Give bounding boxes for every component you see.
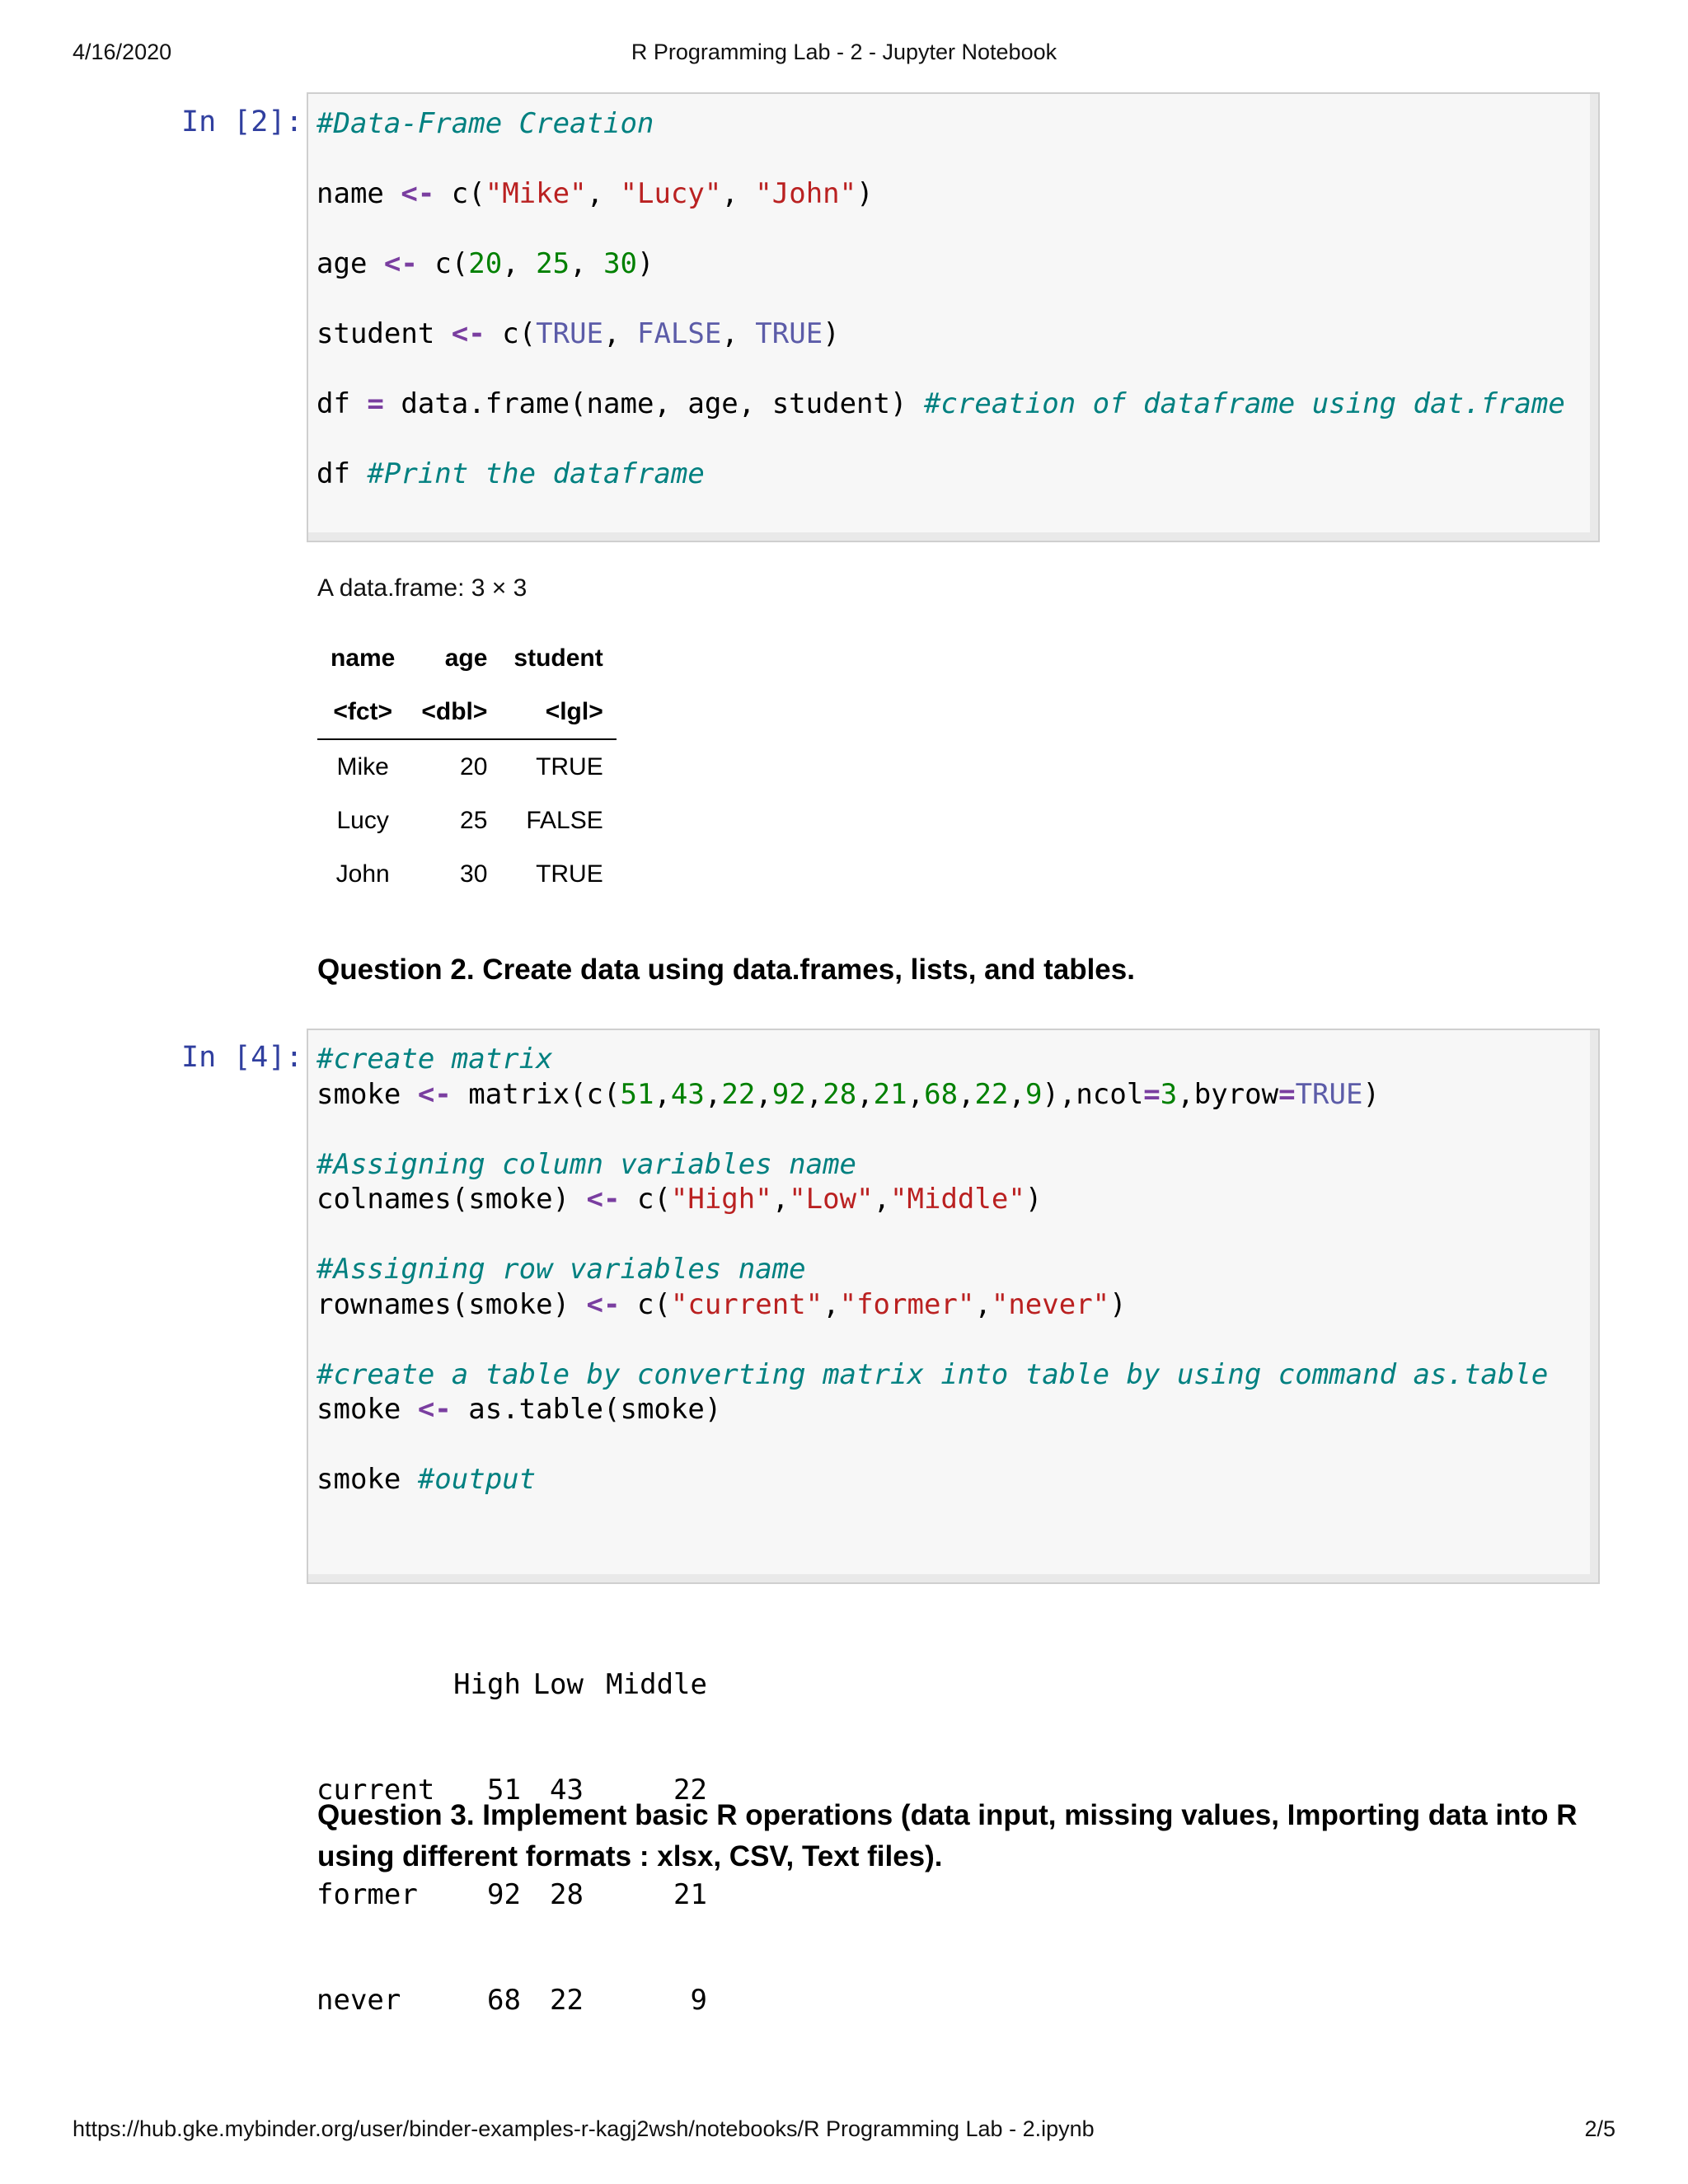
- code-token: data.frame(name, age, student): [383, 387, 924, 420]
- table-cell: TRUE: [536, 752, 603, 780]
- code-line: [316, 246, 1565, 282]
- code-token: "Lucy": [620, 177, 722, 210]
- dataframe-table: [317, 631, 617, 901]
- output-cell: 21: [673, 1878, 707, 1911]
- output-row-name: current: [316, 1773, 435, 1807]
- code-token: ,: [586, 177, 621, 210]
- code-token: ,: [873, 1183, 891, 1216]
- code-token: #Assigning row variables name: [316, 1253, 806, 1286]
- code-token: "Middle": [890, 1183, 1025, 1216]
- table-cell: TRUE: [536, 860, 603, 888]
- output-cell: 68: [487, 1983, 521, 2017]
- code-token: "never": [991, 1287, 1110, 1321]
- output-column-header: Low: [532, 1668, 584, 1701]
- print-date: 4/16/2020: [73, 40, 172, 64]
- table-cell: FALSE: [526, 806, 603, 834]
- code-token: ): [1025, 1183, 1043, 1216]
- code-token: matrix(c(: [451, 1077, 621, 1111]
- question-2-heading: Question 2. Create data using data.frames, lists, and tables.: [317, 954, 1135, 986]
- code-token: ,: [907, 1077, 925, 1111]
- cell-1-code[interactable]: [316, 106, 1565, 492]
- table-row: [317, 847, 617, 901]
- output-cell: 92: [487, 1878, 521, 1911]
- code-token: ,: [603, 317, 637, 350]
- code-line: [316, 1392, 1548, 1427]
- table-type-row: [317, 685, 617, 739]
- code-token: "John": [755, 177, 857, 210]
- code-token: ,: [1008, 1077, 1025, 1111]
- code-line: [316, 1077, 1548, 1113]
- code-token: "Mike": [485, 177, 587, 210]
- code-token: c(: [620, 1183, 671, 1216]
- code-token: #creation of dataframe using dat.frame: [923, 387, 1565, 420]
- cell-1-prompt: In [2]:: [181, 105, 303, 138]
- output-column-header: High: [453, 1668, 521, 1701]
- code-line: [316, 352, 1565, 387]
- table-cell: 25: [460, 806, 488, 834]
- table-row: [317, 739, 617, 794]
- code-token: ,: [974, 1287, 992, 1321]
- code-token: ,: [771, 1183, 790, 1216]
- table-header-row: [317, 631, 617, 685]
- column-type: <dbl>: [408, 685, 500, 739]
- code-token: #Print the dataframe: [367, 457, 705, 490]
- column-header: student: [513, 644, 603, 672]
- output-cell: 22: [550, 1983, 584, 2017]
- output-row: [316, 1983, 707, 2018]
- dataframe-caption: A data.frame: 3 × 3: [317, 574, 528, 602]
- code-line: [316, 457, 1565, 492]
- output-column-header: Middle: [606, 1668, 707, 1701]
- page-number: 2/5: [1584, 2116, 1615, 2141]
- code-token: ,: [502, 247, 537, 280]
- code-token: 22: [721, 1077, 756, 1111]
- code-token: <-: [417, 1077, 452, 1111]
- code-token: ,: [856, 1077, 874, 1111]
- output-cell: 28: [550, 1878, 584, 1911]
- code-token: "current": [670, 1287, 823, 1321]
- code-token: ,: [958, 1077, 975, 1111]
- column-type: <fct>: [317, 685, 408, 739]
- output-cell: 9: [690, 1983, 707, 2017]
- code-line: [316, 1287, 1548, 1323]
- column-header: age: [444, 644, 488, 672]
- table-row: [317, 794, 617, 847]
- code-token: 22: [974, 1077, 1009, 1111]
- code-token: #create a table by converting matrix into table by using command as.table: [316, 1357, 1549, 1391]
- code-token: c(: [620, 1287, 671, 1321]
- code-token: 68: [924, 1077, 959, 1111]
- question-3-heading: Question 3. Implement basic R operations (data input, missing values, Importing data into R using different formats : xlsx, CSV, Text files).: [317, 1799, 1578, 1872]
- code-token: <-: [586, 1183, 621, 1216]
- code-token: #Assigning column variables name: [316, 1147, 857, 1181]
- code-line: [316, 1147, 1548, 1183]
- code-token: #Data-Frame Creation: [316, 107, 654, 140]
- code-token: as.table(smoke): [451, 1393, 722, 1426]
- code-line: [316, 316, 1565, 352]
- table-cell: Lucy: [336, 806, 389, 834]
- table-cell: 30: [460, 860, 488, 888]
- code-token: ,: [721, 177, 756, 210]
- code-token: 3: [1160, 1077, 1178, 1111]
- code-token: #output: [417, 1463, 537, 1496]
- code-token: ,: [805, 1077, 823, 1111]
- code-token: colnames(smoke): [316, 1183, 587, 1216]
- code-token: ),ncol: [1042, 1077, 1144, 1111]
- output-cell: 43: [550, 1773, 584, 1807]
- output-header-row: [316, 1667, 707, 1703]
- code-token: 21: [873, 1077, 907, 1111]
- code-token: <-: [586, 1287, 621, 1321]
- code-line: [316, 1252, 1548, 1287]
- code-token: "Low": [789, 1183, 874, 1216]
- output-row: [316, 1877, 707, 1913]
- code-token: TRUE: [1295, 1077, 1363, 1111]
- table-cell: Mike: [336, 752, 389, 780]
- code-token: 92: [771, 1077, 806, 1111]
- code-token: <-: [451, 317, 485, 350]
- code-token: <-: [383, 247, 418, 280]
- code-line: [316, 1462, 1548, 1497]
- code-token: df: [316, 387, 368, 420]
- code-line: [316, 1182, 1548, 1217]
- output-row-name: never: [316, 1983, 401, 2017]
- code-token: #create matrix: [316, 1043, 553, 1076]
- code-line: [316, 422, 1565, 457]
- code-token: 43: [670, 1077, 705, 1111]
- code-token: ,: [570, 247, 604, 280]
- column-type: <lgl>: [500, 685, 616, 739]
- code-token: c(: [434, 177, 485, 210]
- code-token: ,: [654, 1077, 671, 1111]
- code-line: [316, 282, 1565, 317]
- code-token: smoke: [316, 1393, 418, 1426]
- code-token: smoke: [316, 1077, 418, 1111]
- code-token: TRUE: [755, 317, 823, 350]
- code-token: student: [316, 317, 452, 350]
- page-url: https://hub.gke.mybinder.org/user/binder-examples-r-kagj2wsh/notebooks/R Programming Lab - 2.ipynb: [73, 2116, 1095, 2141]
- code-token: <-: [401, 177, 435, 210]
- code-token: c(: [485, 317, 537, 350]
- code-line: [316, 1357, 1548, 1393]
- code-token: ,: [755, 1077, 772, 1111]
- code-token: ): [823, 317, 840, 350]
- code-line: [316, 212, 1565, 247]
- code-token: "High": [670, 1183, 772, 1216]
- code-token: ,: [721, 317, 756, 350]
- code-token: ): [637, 247, 654, 280]
- code-token: smoke: [316, 1463, 418, 1496]
- code-token: age: [316, 247, 384, 280]
- code-line: [316, 387, 1565, 422]
- code-token: 20: [468, 247, 503, 280]
- code-line: [316, 1112, 1548, 1147]
- cell-2-prompt: In [4]:: [181, 1041, 303, 1074]
- code-token: TRUE: [536, 317, 604, 350]
- code-token: ): [1109, 1287, 1127, 1321]
- code-token: name: [316, 177, 401, 210]
- code-token: 28: [823, 1077, 857, 1111]
- code-token: =: [1278, 1077, 1296, 1111]
- code-token: ,: [704, 1077, 722, 1111]
- code-token: rownames(smoke): [316, 1287, 587, 1321]
- code-token: c(: [417, 247, 469, 280]
- table-cell: 20: [460, 752, 488, 780]
- code-line: [316, 142, 1565, 177]
- output-row-name: former: [316, 1878, 418, 1911]
- code-token: 51: [620, 1077, 654, 1111]
- column-header: name: [331, 644, 396, 672]
- code-line: [316, 1042, 1548, 1077]
- code-token: 25: [536, 247, 570, 280]
- code-token: =: [367, 387, 384, 420]
- code-token: =: [1143, 1077, 1160, 1111]
- table-cell: John: [335, 860, 390, 888]
- output-cell: 51: [487, 1773, 521, 1807]
- code-token: "former": [839, 1287, 975, 1321]
- code-token: 30: [603, 247, 638, 280]
- code-token: ): [856, 177, 874, 210]
- code-token: ,byrow: [1177, 1077, 1279, 1111]
- code-token: <-: [417, 1393, 452, 1426]
- cell-2-code[interactable]: [316, 1042, 1548, 1497]
- code-line: [316, 1322, 1548, 1357]
- code-line: [316, 1427, 1548, 1463]
- code-token: ): [1362, 1077, 1380, 1111]
- page-title: R Programming Lab - 2 - Jupyter Notebook: [631, 40, 1057, 64]
- code-line: [316, 106, 1565, 142]
- code-token: df: [316, 457, 368, 490]
- code-token: 9: [1025, 1077, 1043, 1111]
- code-token: ,: [823, 1287, 840, 1321]
- code-line: [316, 1217, 1548, 1253]
- code-line: [316, 176, 1565, 212]
- code-token: FALSE: [636, 317, 722, 350]
- output-cell: 22: [673, 1773, 707, 1807]
